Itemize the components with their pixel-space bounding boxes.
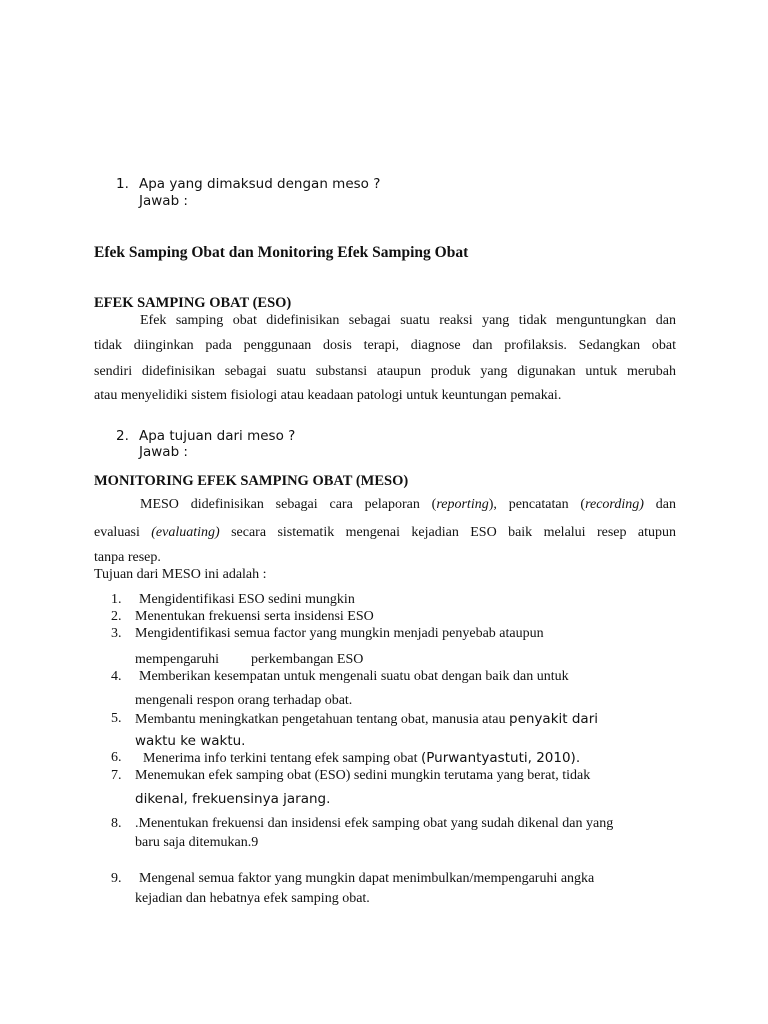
- document-title: Efek Samping Obat dan Monitoring Efek Samping Obat: [94, 244, 469, 261]
- list-number: 4.: [111, 669, 122, 684]
- list-number: 8.: [111, 816, 122, 831]
- eso-heading: EFEK SAMPING OBAT (ESO): [94, 295, 292, 311]
- meso-paragraph-line-3: tanpa resep.: [94, 550, 161, 565]
- list-number: 7.: [111, 768, 122, 783]
- list-item: Menentukan frekuensi serta insidensi ESO: [135, 609, 374, 624]
- eso-line-3: sendiri didefinisikan sebagai suatu substansi ataupun produk yang digunakan untuk merubah: [94, 364, 676, 379]
- q2-answer-label: Jawab :: [139, 444, 188, 460]
- list-item: Menerima info terkini tentang efek samping obat (Purwantyastuti, 2010).: [143, 750, 581, 766]
- eso-line-4: atau menyelidiki sistem fisiologi atau keadaan patologi untuk keuntungan pemakai.: [94, 388, 562, 403]
- list-item-continuation: dikenal, frekuensinya jarang.: [135, 791, 331, 807]
- q2-number: 2.: [116, 428, 129, 444]
- q1-question: Apa yang dimaksud dengan meso ?: [139, 176, 381, 192]
- list-item: Mengidentifikasi ESO sedini mungkin: [139, 592, 355, 607]
- list-number: 2.: [111, 609, 122, 624]
- list-item-continuation: mengenali respon orang terhadap obat.: [135, 693, 353, 708]
- list-number: 1.: [111, 592, 122, 607]
- list-number: 5.: [111, 711, 122, 726]
- meso-intro: Tujuan dari MESO ini adalah :: [94, 567, 267, 582]
- list-item: Menemukan efek samping obat (ESO) sedini mungkin terutama yang berat, tidak: [135, 768, 591, 783]
- q1-answer-label: Jawab :: [139, 193, 188, 209]
- list-number: 6.: [111, 750, 122, 765]
- list-item: Mengenal semua faktor yang mungkin dapat menimbulkan/mempengaruhi angka: [139, 871, 595, 886]
- list-item: Mengidentifikasi semua factor yang mungkin menjadi penyebab ataupun: [135, 626, 544, 641]
- list-item-continuation: kejadian dan hebatnya efek samping obat.: [135, 891, 370, 906]
- eso-line-2: tidak diinginkan pada penggunaan dosis terapi, diagnose dan profilaksis. Sedangkan obat: [94, 338, 676, 353]
- meso-paragraph-line-1: MESO didefinisikan sebagai cara pelaporan (reporting), pencatatan (recording) dan: [140, 497, 676, 512]
- list-item-continuation: mempengaruhi: [135, 652, 219, 667]
- list-item-continuation: perkembangan ESO: [251, 652, 364, 667]
- list-number: 3.: [111, 626, 122, 641]
- meso-heading: MONITORING EFEK SAMPING OBAT (MESO): [94, 473, 409, 489]
- meso-paragraph-line-2: evaluasi (evaluating) secara sistematik mengenai kejadian ESO baik melalui resep atupun: [94, 525, 676, 540]
- list-item: .Menentukan frekuensi dan insidensi efek samping obat yang sudah dikenal dan yang: [135, 816, 614, 831]
- list-number: 9.: [111, 871, 122, 886]
- q1-number: 1.: [116, 176, 129, 192]
- list-item: Memberikan kesempatan untuk mengenali suatu obat dengan baik dan untuk: [139, 669, 569, 684]
- eso-line-1: Efek samping obat didefinisikan sebagai suatu reaksi yang tidak menguntungkan dan: [140, 313, 676, 328]
- q2-question: Apa tujuan dari meso ?: [139, 428, 296, 444]
- list-item-continuation: waktu ke waktu.: [135, 733, 246, 749]
- list-item: Membantu meningkatkan pengetahuan tentang obat, manusia atau penyakit dari: [135, 711, 598, 727]
- list-item-continuation: baru saja ditemukan.9: [135, 835, 259, 850]
